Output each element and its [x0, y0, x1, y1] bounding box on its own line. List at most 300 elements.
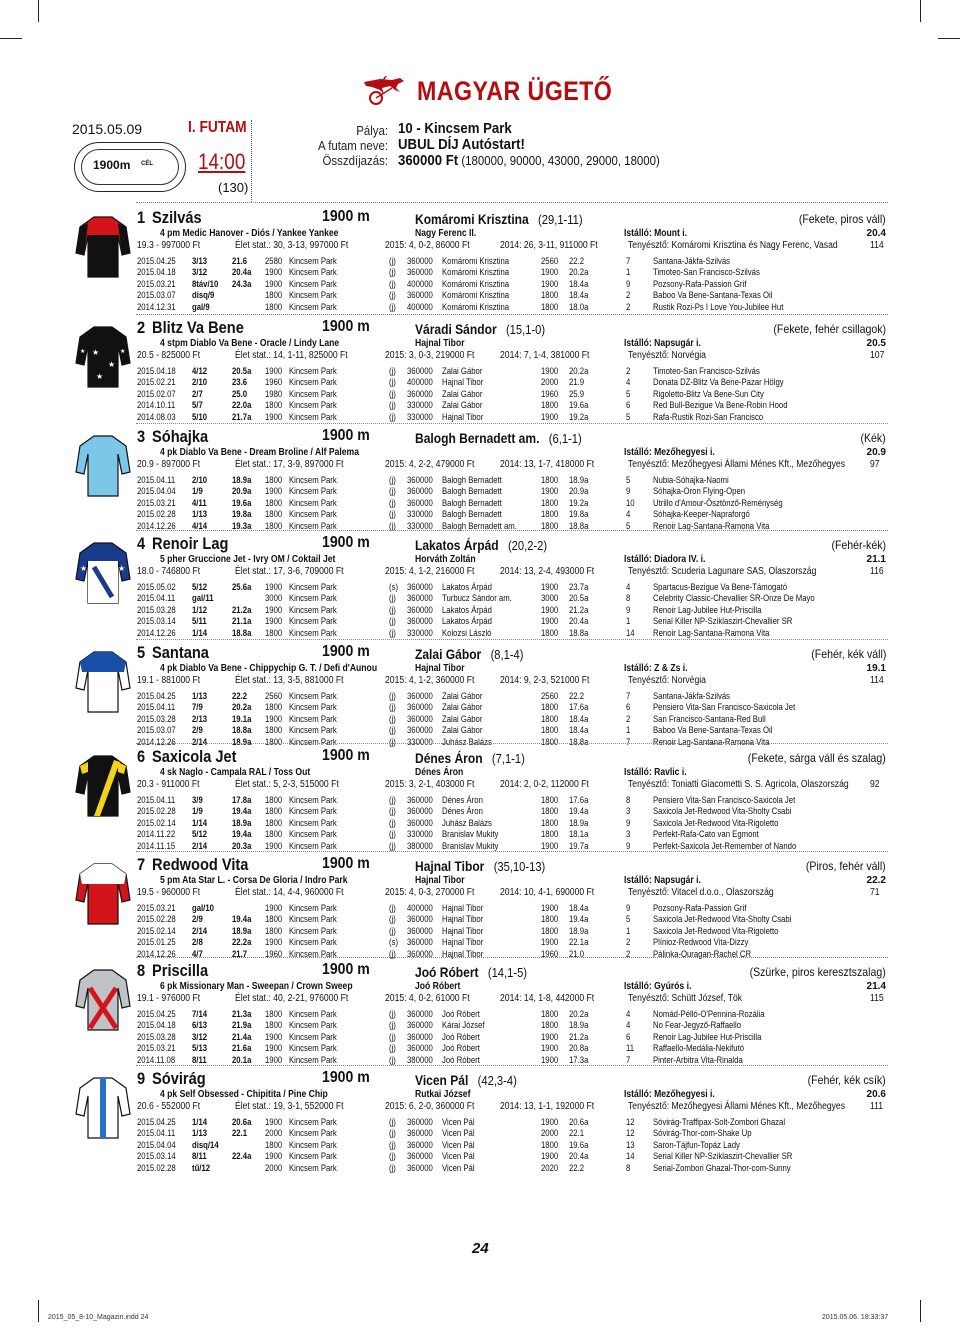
career-stats: Élet stat.: 17, 3-6, 709000 Ft	[235, 566, 344, 577]
run-track: Kincsem Park	[289, 795, 337, 805]
run-distance: 1900	[265, 1054, 283, 1065]
run-distance: 3000	[265, 593, 283, 604]
run-purse: 360000	[407, 475, 433, 485]
run-winner-time: 18.9a	[569, 475, 589, 485]
run-result-order: Spartacus-Bezigue Va Bene-Támogató	[653, 582, 788, 592]
stable: Istálló: Diadora IV. i.	[624, 554, 706, 565]
run-result-order: Perfekt-Rafa-Cato van Egmont	[653, 829, 759, 840]
run-race-distance: 1800	[541, 713, 559, 724]
run-place: 5/10	[192, 411, 208, 422]
jockey-silks-icon	[74, 432, 132, 500]
run-date: 2015.03.07	[137, 725, 176, 736]
run-surface: (j)	[389, 301, 396, 312]
run-driver: Zalai Gábor	[442, 388, 483, 399]
run-surface: (j)	[389, 795, 396, 805]
run-time: 25.6a	[232, 582, 252, 592]
run-purse: 360000	[407, 1151, 433, 1162]
run-track: Kincsem Park	[289, 1009, 337, 1019]
run-place: gal/9	[192, 301, 210, 312]
run-time: 23.6	[232, 377, 248, 388]
run-track: Kincsem Park	[289, 627, 337, 638]
run-track: Kincsem Park	[289, 691, 337, 701]
run-purse: 360000	[407, 925, 433, 936]
horse-distance: 1900 m	[322, 208, 370, 225]
stats-2015: 2015: 4, 1-2, 360000 Ft	[385, 675, 475, 686]
run-track: Kincsem Park	[289, 702, 337, 713]
run-distance: 1800	[265, 301, 283, 312]
run-purse: 360000	[407, 691, 433, 701]
run-distance: 1900	[265, 1151, 283, 1162]
run-time: 20.5a	[232, 366, 252, 376]
run-track: Kincsem Park	[289, 1043, 337, 1054]
run-date: 2015.04.04	[137, 486, 176, 497]
run-surface: (j)	[389, 1162, 396, 1173]
run-date: 2014.12.26	[137, 948, 176, 959]
run-track: Kincsem Park	[289, 377, 337, 388]
run-track: Kincsem Park	[289, 1031, 337, 1042]
run-distance: 2560	[265, 691, 283, 701]
svg-text:★: ★	[96, 372, 104, 381]
run-distance: 1900	[265, 616, 283, 627]
run-start-position: 13	[626, 1139, 635, 1150]
run-start-position: 7	[626, 1054, 631, 1065]
trainer: Hajnal Tibor	[415, 338, 465, 349]
jockey-silks-icon	[74, 1074, 132, 1142]
run-surface: (j)	[389, 725, 396, 736]
run-result-order: Raffaello-Medália-Nekifutó	[653, 1043, 745, 1054]
silk-colors: (Szürke, piros keresztszalag)	[749, 965, 886, 979]
entry-separator	[136, 423, 888, 424]
run-result-order: Sóvirág-Traffipax-Solt-Zombori Ghazal	[653, 1117, 786, 1127]
run-driver: Turbucz Sándor am.	[442, 593, 512, 604]
svg-text:★: ★	[120, 349, 126, 355]
run-start-position: 9	[626, 817, 631, 828]
career-stats: Élet stat.: 5, 2-3, 515000 Ft	[235, 779, 339, 790]
run-winner-time: 20.6a	[569, 1117, 589, 1127]
past-runs	[137, 903, 897, 960]
best-record: 19.1 - 976000 Ft	[137, 993, 201, 1004]
run-time: 21.7	[232, 948, 248, 959]
run-distance: 1800	[265, 627, 283, 638]
run-purse: 360000	[407, 1043, 433, 1054]
run-race-distance: 1800	[541, 806, 559, 817]
past-run-row	[137, 818, 897, 829]
stats-2015: 2015: 4, 2-2, 479000 Ft	[385, 459, 475, 470]
run-purse: 360000	[407, 937, 433, 948]
best-record: 20.6 - 552000 Ft	[137, 1101, 201, 1112]
purse-value: 360000 Ft (180000, 90000, 43000, 29000, 18000)	[398, 152, 660, 169]
driver: Zalai Gábor (8,1-4)	[415, 646, 524, 662]
run-race-distance: 1800	[541, 817, 559, 828]
run-place: 2/10	[192, 475, 208, 485]
run-surface: (j)	[389, 377, 396, 388]
run-race-distance: 2560	[541, 691, 559, 701]
run-time: 22.2a	[232, 937, 252, 948]
run-driver: Lakatos Árpád	[442, 616, 492, 627]
run-start-position: 2	[626, 290, 631, 301]
run-driver: Juhász Balázs	[442, 736, 492, 747]
pedigree: 4 pk Self Obsessed - Chipitita / Pine Chip	[160, 1089, 328, 1100]
run-result-order: Serial Killer NP-Sziklaszirt-Chevallier SR	[653, 616, 793, 627]
run-driver: Kolozsi László	[442, 627, 492, 638]
run-purse: 360000	[407, 582, 433, 592]
run-race-distance: 1900	[541, 582, 559, 592]
run-driver: Lakatos Árpád	[442, 582, 492, 592]
svg-text:★: ★	[118, 564, 126, 573]
career-stats: Élet stat.: 30, 3-13, 997000 Ft	[235, 240, 349, 251]
horse-distance: 1900 m	[322, 1069, 370, 1086]
run-race-distance: 1900	[541, 411, 559, 422]
run-surface: (j)	[389, 616, 396, 627]
run-surface: (j)	[389, 604, 396, 615]
run-driver: Hajnal Tibor	[442, 411, 484, 422]
run-place: 1/13	[192, 1128, 208, 1139]
run-result-order: Renoir Lag-Jubilee Hut-Priscilla	[653, 604, 762, 615]
run-surface: (j)	[389, 702, 396, 713]
run-track: Kincsem Park	[289, 1151, 337, 1162]
run-race-distance: 1960	[541, 948, 559, 959]
run-track: Kincsem Park	[289, 937, 337, 948]
run-purse: 330000	[407, 520, 433, 531]
run-place: 1/13	[192, 509, 208, 520]
track-distance: 1900m	[93, 158, 131, 172]
run-purse: 360000	[407, 806, 433, 817]
stable: Istálló: Napsugár i.	[624, 875, 701, 886]
run-surface: (j)	[389, 736, 396, 747]
run-place: disq/14	[192, 1139, 219, 1150]
horse-name: 9 Sóvirág	[137, 1069, 206, 1088]
run-surface: (j)	[389, 1054, 396, 1065]
run-purse: 360000	[407, 1117, 433, 1127]
run-time: 21.6	[232, 256, 248, 266]
run-winner-time: 18.4a	[569, 903, 589, 913]
run-purse: 360000	[407, 256, 433, 266]
run-winner-time: 19.4a	[569, 914, 589, 925]
pedigree: 4 stpm Diablo Va Bene - Oracle / Lindy Lane	[160, 338, 340, 349]
stats-2014: 2014: 2, 0-2, 112000 Ft	[500, 779, 589, 790]
run-driver: Branislav Mukity	[442, 829, 499, 840]
past-run-row	[137, 1163, 897, 1174]
race-date: 2015.05.09	[72, 121, 143, 137]
run-time: 21.2a	[232, 604, 252, 615]
rating: 22.2	[866, 875, 886, 886]
run-date: 2015.04.11	[137, 593, 176, 604]
run-purse: 360000	[407, 1128, 433, 1139]
breeder: Tenyésztő: Komáromi Krisztina és Nagy Ferenc, Vasad	[628, 240, 838, 251]
run-purse: 360000	[407, 366, 433, 376]
stats-2014: 2014: 9, 2-3, 521000 Ft	[500, 675, 590, 686]
run-driver: Lakatos Árpád	[442, 604, 492, 615]
past-run-row	[137, 582, 897, 593]
entry-separator	[136, 530, 888, 531]
run-start-position: 2	[626, 937, 631, 948]
silk-colors: (Kék)	[860, 431, 886, 445]
run-race-distance: 1900	[541, 267, 559, 278]
run-driver: Komáromi Krisztina	[442, 290, 510, 301]
past-run-row	[137, 1128, 897, 1139]
run-driver: Zalai Gábor	[442, 400, 483, 411]
run-purse: 360000	[407, 702, 433, 713]
run-track: Kincsem Park	[289, 829, 337, 840]
run-driver: Vicen Pál	[442, 1139, 475, 1150]
run-date: 2014.10.11	[137, 400, 176, 411]
run-distance: 1800	[265, 914, 283, 925]
run-driver: Joó Róbert	[442, 1043, 480, 1054]
crop-mark	[38, 0, 39, 22]
run-distance: 1800	[265, 702, 283, 713]
run-distance: 1900	[265, 411, 283, 422]
run-date: 2015.02.07	[137, 388, 176, 399]
run-race-distance: 1900	[541, 903, 559, 913]
run-track: Kincsem Park	[289, 604, 337, 615]
run-track: Kincsem Park	[289, 1128, 337, 1139]
run-time: 22.1	[232, 1128, 248, 1139]
handicap: 114	[870, 240, 884, 251]
run-place: 5/12	[192, 582, 208, 592]
run-date: 2015.02.14	[137, 817, 176, 828]
run-result-order: Serial-Zombori Ghazal-Thor-com-Sunny	[653, 1162, 791, 1173]
run-winner-time: 19.4a	[569, 806, 589, 817]
run-race-distance: 1900	[541, 1043, 559, 1054]
run-driver: Dénes Áron	[442, 795, 483, 805]
run-place: 7/9	[192, 702, 203, 713]
run-start-position: 5	[626, 411, 631, 422]
run-winner-time: 19.2a	[569, 411, 589, 422]
pedigree: 4 pk Diablo Va Bene - Dream Broline / Alf Palema	[160, 447, 359, 458]
silk-colors: (Fekete, sárga váll és szalag)	[748, 751, 886, 765]
run-track: Kincsem Park	[289, 278, 337, 289]
run-winner-time: 21.0	[569, 948, 585, 959]
track-label: Pálya:	[356, 123, 388, 138]
run-distance: 1800	[265, 497, 283, 508]
run-track: Kincsem Park	[289, 593, 337, 604]
past-run-row	[137, 806, 897, 817]
stats-2015: 2015: 6, 2-0, 360000 Ft	[385, 1101, 475, 1112]
run-track: Kincsem Park	[289, 840, 337, 851]
trainer: Joó Róbert	[415, 981, 461, 992]
run-purse: 330000	[407, 627, 433, 638]
run-place: 8/11	[192, 1054, 207, 1065]
run-time: 19.4a	[232, 829, 252, 840]
run-winner-time: 20.2a	[569, 267, 589, 278]
run-driver: Vicen Pál	[442, 1128, 475, 1139]
run-date: 2015.03.21	[137, 278, 176, 289]
run-start-position: 10	[626, 497, 635, 508]
run-surface: (j)	[389, 1020, 396, 1031]
run-distance: 1800	[265, 736, 283, 747]
run-winner-time: 18.9a	[569, 1020, 589, 1031]
stats-2014: 2014: 13, 2-4, 493000 Ft	[500, 566, 595, 577]
past-runs	[137, 256, 897, 313]
horse-distance: 1900 m	[322, 427, 370, 444]
run-purse: 360000	[407, 388, 433, 399]
run-start-position: 2	[626, 948, 631, 959]
stable: Istálló: Mezőhegyesi i.	[624, 1089, 715, 1100]
driver: Komáromi Krisztina (29,1-11)	[415, 211, 583, 227]
run-place: 1/14	[192, 627, 208, 638]
handicap: 92	[870, 779, 880, 790]
run-start-position: 12	[626, 1128, 635, 1139]
run-track: Kincsem Park	[289, 725, 337, 736]
run-surface: (j)	[389, 520, 396, 531]
past-run-row	[137, 702, 897, 713]
run-place: 3/12	[192, 267, 208, 278]
run-distance: 1900	[265, 366, 283, 376]
past-run-row	[137, 389, 897, 400]
past-run-row	[137, 616, 897, 627]
stats-2014: 2014: 7, 1-4, 381000 Ft	[500, 350, 590, 361]
run-place: 5/13	[192, 1043, 208, 1054]
driver: Hajnal Tibor (35,10-13)	[415, 858, 546, 874]
horse-name: 3 Sóhajka	[137, 427, 209, 446]
run-track: Kincsem Park	[289, 256, 337, 266]
run-track: Kincsem Park	[289, 914, 337, 925]
horse-name: 4 Renoir Lag	[137, 534, 229, 553]
run-result-order: Perfekt-Saxicola Jet-Remember of Nando	[653, 840, 797, 851]
best-record: 20.5 - 825000 Ft	[137, 350, 201, 361]
run-time: 18.9a	[232, 817, 252, 828]
stable: Istálló: Mount i.	[624, 228, 688, 239]
past-run-row	[137, 256, 897, 267]
crop-mark	[0, 38, 22, 39]
run-time: 20.9a	[232, 486, 252, 497]
run-date: 2015.04.11	[137, 702, 176, 713]
brand-title: MAGYAR ÜGETŐ	[417, 76, 613, 106]
run-date: 2015.03.28	[137, 604, 176, 615]
pedigree: 6 pk Missionary Man - Sweepan / Crown Sweep	[160, 981, 353, 992]
run-surface: (j)	[389, 806, 396, 817]
past-run-row	[137, 1009, 897, 1020]
run-result-order: Baboo Va Bene-Santana-Texas Oil	[653, 725, 773, 736]
run-place: tű/12	[192, 1162, 211, 1173]
run-purse: 360000	[407, 1020, 433, 1031]
run-time: 17.8a	[232, 795, 252, 805]
run-place: 8táv/10	[192, 278, 219, 289]
run-place: gal/10	[192, 903, 214, 913]
run-winner-time: 17.6a	[569, 702, 589, 713]
run-winner-time: 19.2a	[569, 497, 589, 508]
run-start-position: 11	[626, 1043, 635, 1054]
run-distance: 1900	[265, 1043, 283, 1054]
run-date: 2015.02.14	[137, 925, 176, 936]
run-race-distance: 1900	[541, 278, 559, 289]
run-distance: 1800	[265, 795, 283, 805]
run-distance: 1800	[265, 829, 283, 840]
best-record: 19.5 - 960000 Ft	[137, 887, 201, 898]
run-race-distance: 1900	[541, 937, 559, 948]
breeder: Tenyésztő: Scuderia Lagunare SAS, Olaszország	[628, 566, 817, 577]
run-track: Kincsem Park	[289, 736, 337, 747]
best-record: 19.3 - 997000 Ft	[137, 240, 201, 251]
run-result-order: Pensiero Vita-San Francisco-Saxicola Jet	[653, 795, 796, 805]
track-value: 10 - Kincsem Park	[398, 120, 512, 137]
rating: 20.4	[866, 228, 886, 239]
horse-distance: 1900 m	[322, 855, 370, 872]
run-result-order: Renoir Lag-Santana-Ramona Vita	[653, 520, 770, 531]
run-date: 2015.02.28	[137, 1162, 176, 1173]
run-driver: Hajnal Tibor	[442, 914, 484, 925]
run-place: 1/13	[192, 691, 208, 701]
run-time: 25.0	[232, 388, 248, 399]
run-start-position: 5	[626, 520, 631, 531]
run-result-order: Timoteo-San Francisco-Szilvás	[653, 366, 760, 376]
svg-text:★: ★	[108, 360, 116, 369]
run-place: 2/14	[192, 840, 208, 851]
run-purse: 380000	[407, 840, 433, 851]
run-surface: (j)	[389, 1128, 396, 1139]
trainer: Hajnal Tibor	[415, 875, 465, 886]
past-run-row	[137, 829, 897, 840]
run-date: 2015.04.11	[137, 795, 176, 805]
entry-separator	[136, 639, 888, 640]
past-runs	[137, 1117, 897, 1174]
past-run-row	[137, 412, 897, 423]
header-separator	[136, 202, 888, 203]
run-place: 5/7	[192, 400, 203, 411]
run-track: Kincsem Park	[289, 903, 337, 913]
stable: Istálló: Napsugár i.	[624, 338, 701, 349]
past-runs	[137, 475, 897, 532]
run-place: 6/13	[192, 1020, 208, 1031]
run-date: 2015.04.18	[137, 267, 176, 278]
run-place: gal/11	[192, 593, 214, 604]
run-race-distance: 1900	[541, 840, 559, 851]
run-winner-time: 23.7a	[569, 582, 589, 592]
run-result-order: Nubia-Sóhajka-Naomi	[653, 475, 729, 485]
run-race-distance: 1800	[541, 925, 559, 936]
best-record: 18.0 - 746800 Ft	[137, 566, 201, 577]
run-driver: Hajnal Tibor	[442, 937, 484, 948]
run-start-position: 5	[626, 475, 631, 485]
run-time: 20.1a	[232, 1054, 252, 1065]
run-track: Kincsem Park	[289, 400, 337, 411]
run-date: 2015.01.25	[137, 937, 176, 948]
finish-label: CÉL	[141, 161, 153, 167]
run-surface: (j)	[389, 713, 396, 724]
run-surface: (j)	[389, 1031, 396, 1042]
run-race-distance: 1800	[541, 400, 559, 411]
run-place: 2/9	[192, 725, 203, 736]
past-runs	[137, 691, 897, 748]
past-run-row	[137, 795, 897, 806]
run-result-order: Saxicola Jet-Redwood Vita-Sholty Csabi	[653, 914, 792, 925]
run-track: Kincsem Park	[289, 1162, 337, 1173]
run-time: 19.6a	[232, 497, 252, 508]
run-track: Kincsem Park	[289, 475, 337, 485]
run-race-distance: 1800	[541, 1009, 559, 1019]
run-surface: (j)	[389, 914, 396, 925]
handicap: 116	[870, 566, 884, 577]
run-track: Kincsem Park	[289, 948, 337, 959]
run-time: 18.8a	[232, 627, 252, 638]
past-run-row	[137, 267, 897, 278]
run-date: 2015.03.28	[137, 1031, 176, 1042]
run-date: 2015.02.28	[137, 509, 176, 520]
run-result-order: Donata DZ-Blitz Va Bene-Pazar Hölgy	[653, 377, 784, 388]
jockey-silks-icon	[74, 323, 132, 391]
run-surface: (j)	[389, 829, 396, 840]
horse-distance: 1900 m	[322, 961, 370, 978]
run-race-distance: 1800	[541, 509, 559, 520]
pedigree: 5 pher Gruccione Jet - Ivry OM / Coktail Jet	[160, 554, 336, 565]
run-purse: 330000	[407, 411, 433, 422]
career-stats: Élet stat.: 14, 4-4, 960000 Ft	[235, 887, 344, 898]
run-time: 20.4a	[232, 267, 252, 278]
run-distance: 1900	[265, 1117, 283, 1127]
run-track: Kincsem Park	[289, 509, 337, 520]
run-winner-time: 20.8a	[569, 1043, 589, 1054]
past-runs	[137, 795, 897, 852]
